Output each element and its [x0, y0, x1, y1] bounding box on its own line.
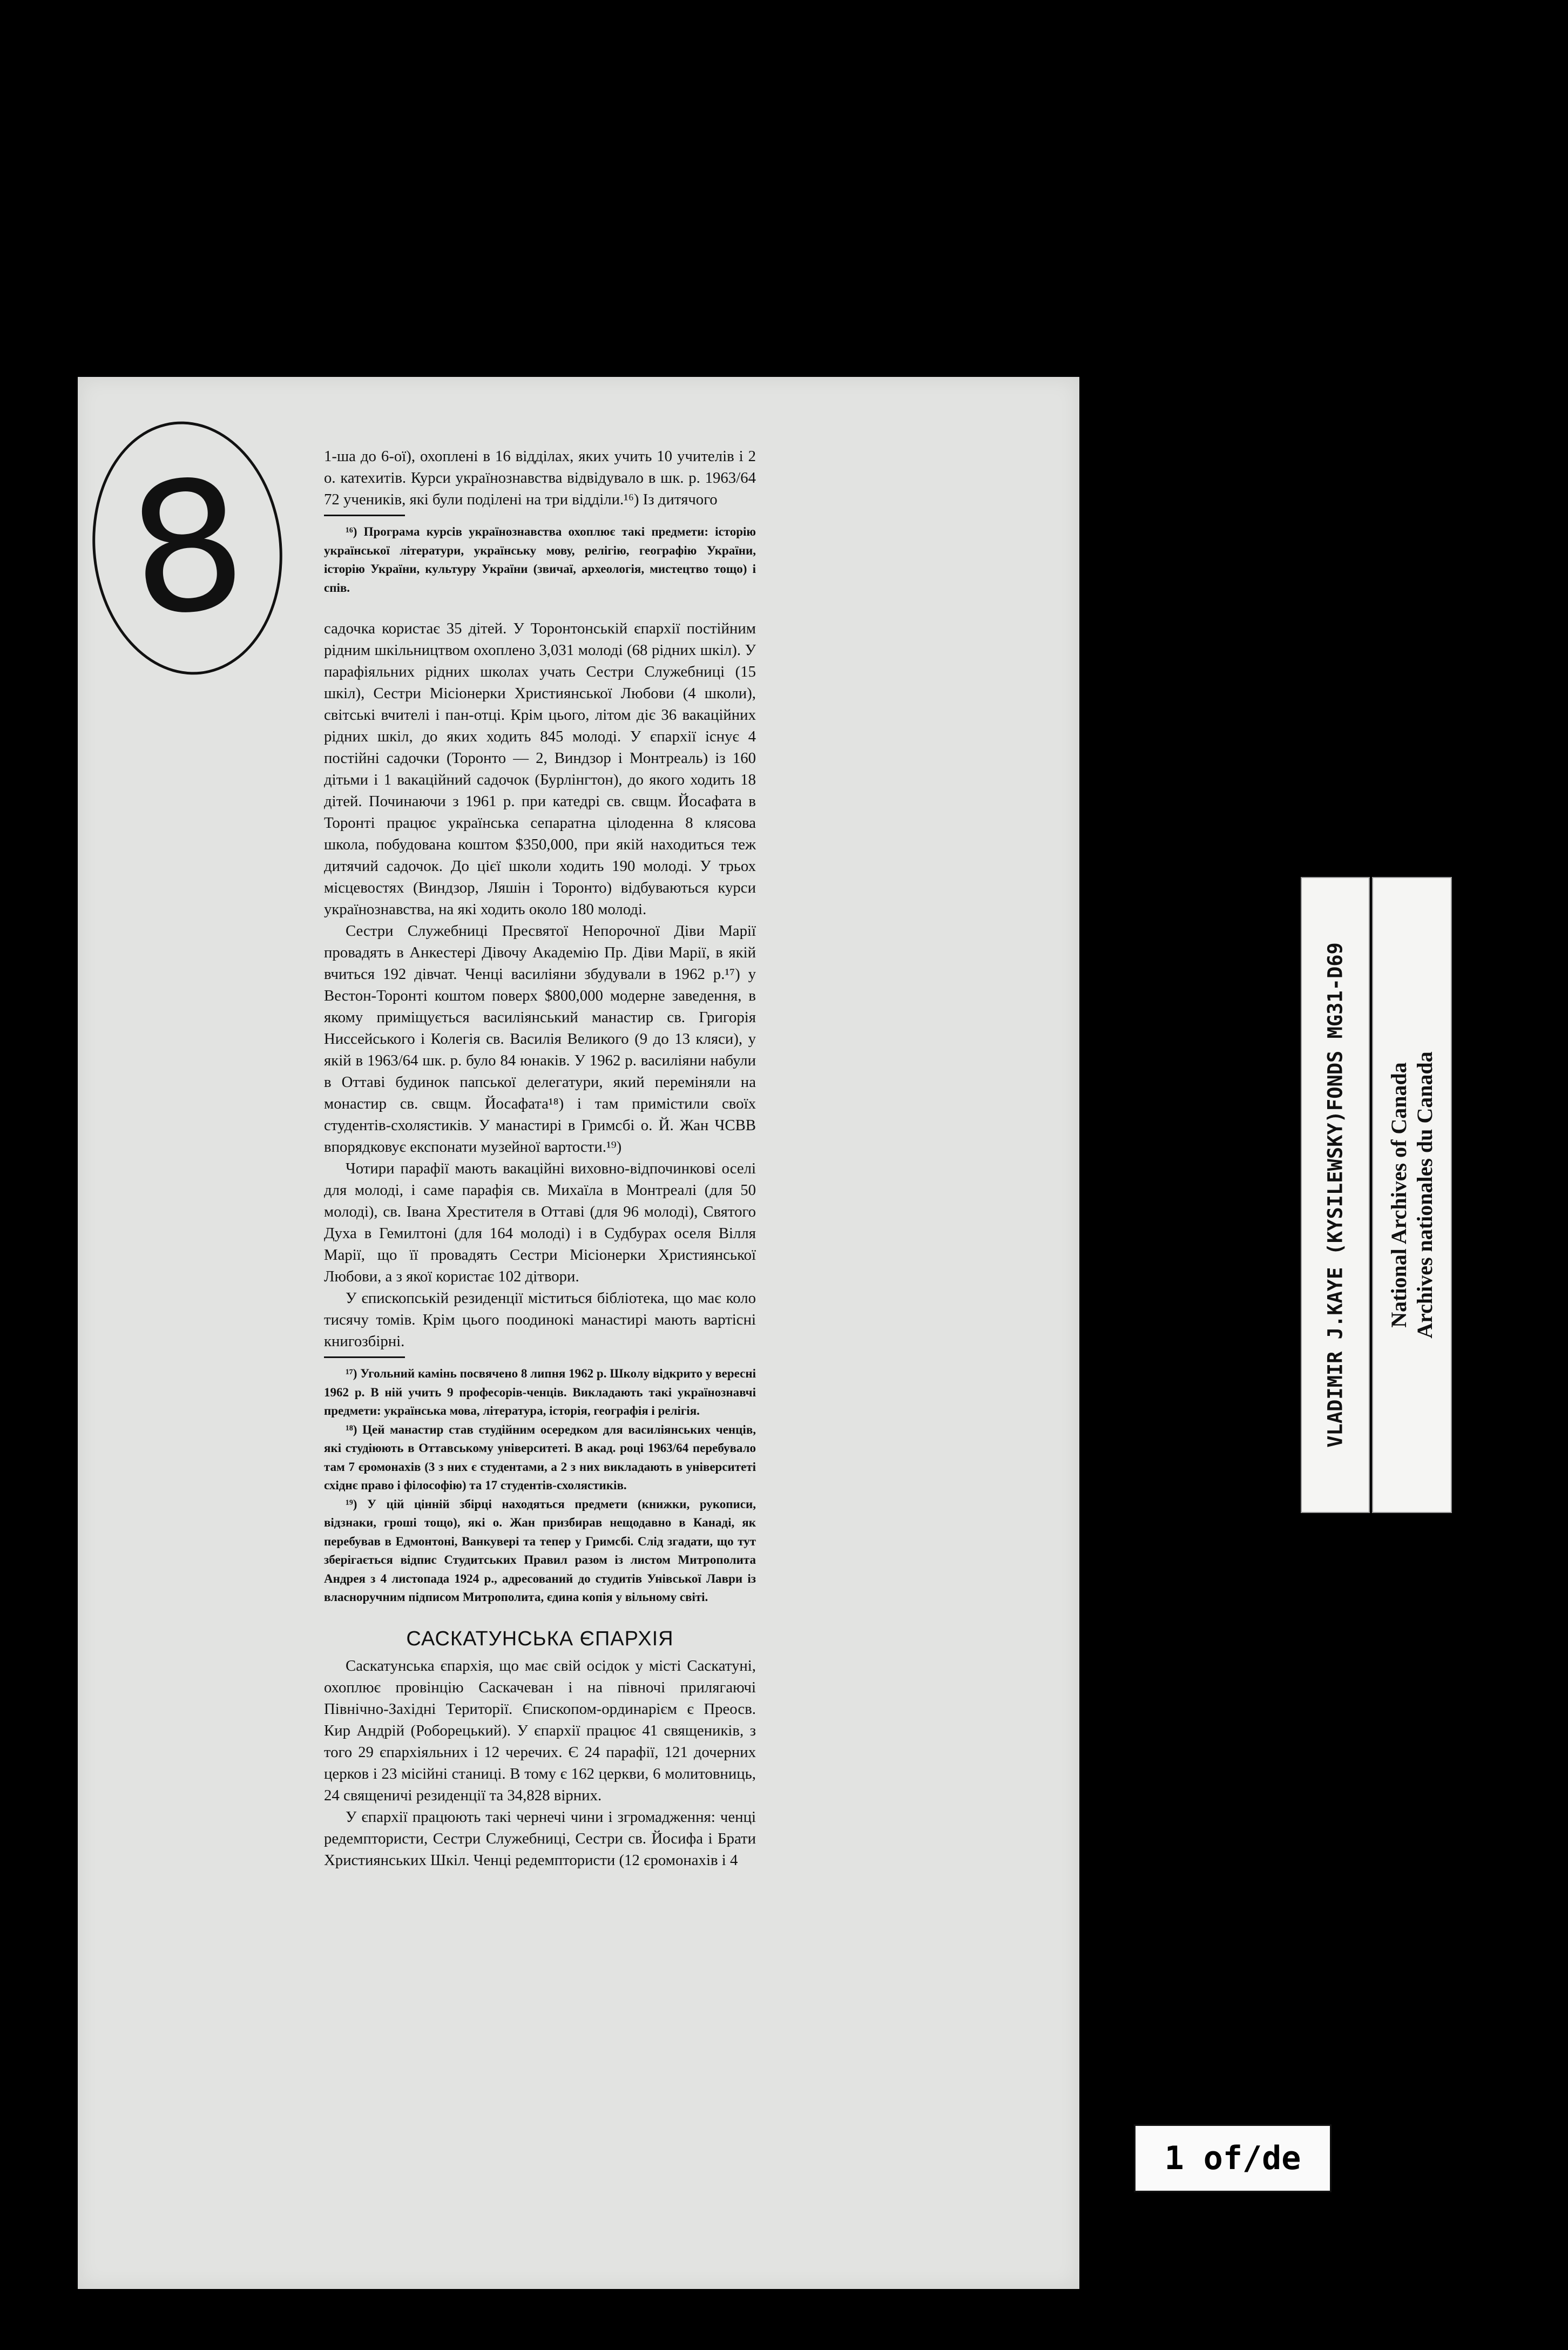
institution-label-text — [1386, 1051, 1438, 1339]
institution-name-fr: Archives nationales du Canada — [1412, 1051, 1437, 1339]
paragraph: Сестри Служебниці Пресвятої Непорочної Діви Марії провадять в Анкестері Дівочу Академію Пр. Діви Марії, в якій вчиться 192 дівчат. Ченці василіяни збудували в 1962 р.¹⁷) у Вестон-Торонті коштом поверх $800,000 модерне заведення, в якому приміщується василіянський манастир св. Григорія Ниссейського і Колегія св. Василія Великого (9 до 13 кляси), у якій в 1963/64 шк. р. було 84 юнаків. У 1962 р. василіяни набули в Оттаві будинок папської делегатури, який переміняли на монастир св. свщм. Йосафата¹⁸) і там примістили своїх студентів-схолястиків. У манастирі в Гримсбі о. Й. Жан ЧСВВ впорядковує експонати музейної вартости.¹⁹) — [324, 922, 756, 1156]
archive-fonds-label — [1301, 877, 1370, 1513]
text-column — [324, 445, 756, 1871]
footnote: ¹⁹) У цій цінній збірці находяться предмети (книжки, рукописи, відзнаки, гроші тощо), які о. Жан призбирав нещодавно в Канаді, як перебував в Едмонтоні, Ванкувері та тепер у Гримсбі. Слід згадати, що тут зберігається відпис Студитських Правил разом із листом Митрополита Андрея з 4 листопада 1924 р., адресований до студитів Унівської Лаври із власноручним підписом Митрополита, єдина копія у вільному світі. — [324, 1497, 756, 1604]
paragraph: 1-ша до 6-ої), охоплені в 16 відділах, яких учить 10 учителів і 2 о. катехитів. Курси українознавства відвідувало в шк. р. 1963/64 72 учеників, які були поділені на три відділи.¹⁶) Із дитячого — [324, 448, 756, 508]
footnote-separator — [324, 1356, 405, 1358]
paragraph: У єпископській резиденції міститься бібліотека, що має коло тисячу томів. Крім цього поодинокі манастирі мають вартісні книгозбірні. — [324, 1289, 756, 1350]
footnote-separator — [324, 515, 405, 516]
footnote: ¹⁸) Цей манастир став студійним осередком для василіянських ченців, які студіюють в Оттавському університеті. В акад. році 1963/64 перебувало там 7 єромонахів (3 з них є студентами, а 2 з них викладають в університеті східнє право і філософію) та 17 студентів-схолястиків. — [324, 1422, 756, 1492]
paragraph: садочка користає 35 дітей. У Торонтонській єпархії постійним рідним шкільництвом охоплено 3,031 молоді (68 рідних шкіл). У парафіяльних рідних школах учать Сестри Служебниці (15 шкіл), Сестри Місіонерки Християнської Любови (4 школи), світські вчителі і пан-отці. Крім цього, літом діє 36 вакаційних рідних шкіл, до яких ходить 845 молоді. У єпархії існує 4 постійні садочки (Торонто — 2, Виндзор і Монтреаль) із 160 дітьми і 1 вакаційний садочок (Бурлінгтон), до якого ходить 18 дітей. Починаючи з 1961 р. при катедрі св. свщм. Йосафата в Торонті працює українська сепаратна цілоденна 8 клясова школа, побудована коштом $350,000, при якій находиться теж дитячий садочок. До цієї школи ходить 190 молоді. У трьох місцевостях (Виндзор, Ляшін і Торонто) відбуваються курси українознавства, на які ходить около 180 молоді. — [324, 620, 756, 918]
paragraph: У єпархії працюють такі чернечі чини і згромадження: ченці редемптористи, Сестри Служебниці, Сестри св. Йосифа і Брати Християнських Шкіл. Ченці редемптористи (12 єромонахів і 4 — [324, 1808, 756, 1869]
archive-institution-label — [1372, 877, 1452, 1513]
frame-count-tag: 1 of/de — [1134, 2124, 1332, 2192]
paragraph: Саскатунська єпархія, що має свій осідок у місті Саскатуні, охоплює провінцію Саскачеван і на півночі прилягаючі Північно-Західні Території. Єпископом-ординарієм є Преосв. Кир Андрій (Роборецький). У єпархії працює 41 священиків, з того 29 єпархіяльних і 12 черечих. Є 24 парафії, 121 дочерних церков і 23 місійні станиці. В тому є 162 церкви, 6 молитовниць, 24 священичі резиденції та 34,828 вірних. — [324, 1657, 756, 1804]
footnote: ¹⁶) Програма курсів українознавства охоплює такі предмети: історію української літератури, українську мову, релігію, географію України, історію України, культуру України (звичаї, археологія, мистецтво тощо) і спів. — [324, 525, 756, 595]
paragraph: Чотири парафії мають вакаційні виховно-відпочинкові оселі для молоді, і саме парафія св. Михаїла в Монтреалі (для 50 молоді), св. Івана Хрестителя в Оттаві (для 96 молоді), Святого Духа в Гемилтоні (для 164 молоді) і в Судбурах оселя Вілля Марії, що її провадять Сестри Місіонерки Християнської Любови, а з якої користає 102 дітвори. — [324, 1160, 756, 1285]
institution-name-en: National Archives of Canada — [1387, 1062, 1411, 1328]
fonds-label-text: VLADIMIR J.KAYE (KYSILEWSKY)FONDS MG31-D69 — [1323, 942, 1347, 1448]
section-heading: САСКАТУНСЬКА ЄПАРХІЯ — [406, 1627, 674, 1650]
footnote: ¹⁷) Угольний камінь посвячено 8 липня 1962 р. Школу відкрито у вересні 1962 р. В ній учить 9 професорів-ченців. Викладають такі українознавчі предмети: українська мова, література, історія, географія і релігія. — [324, 1367, 756, 1417]
page-number-text: 8 — [120, 439, 255, 657]
